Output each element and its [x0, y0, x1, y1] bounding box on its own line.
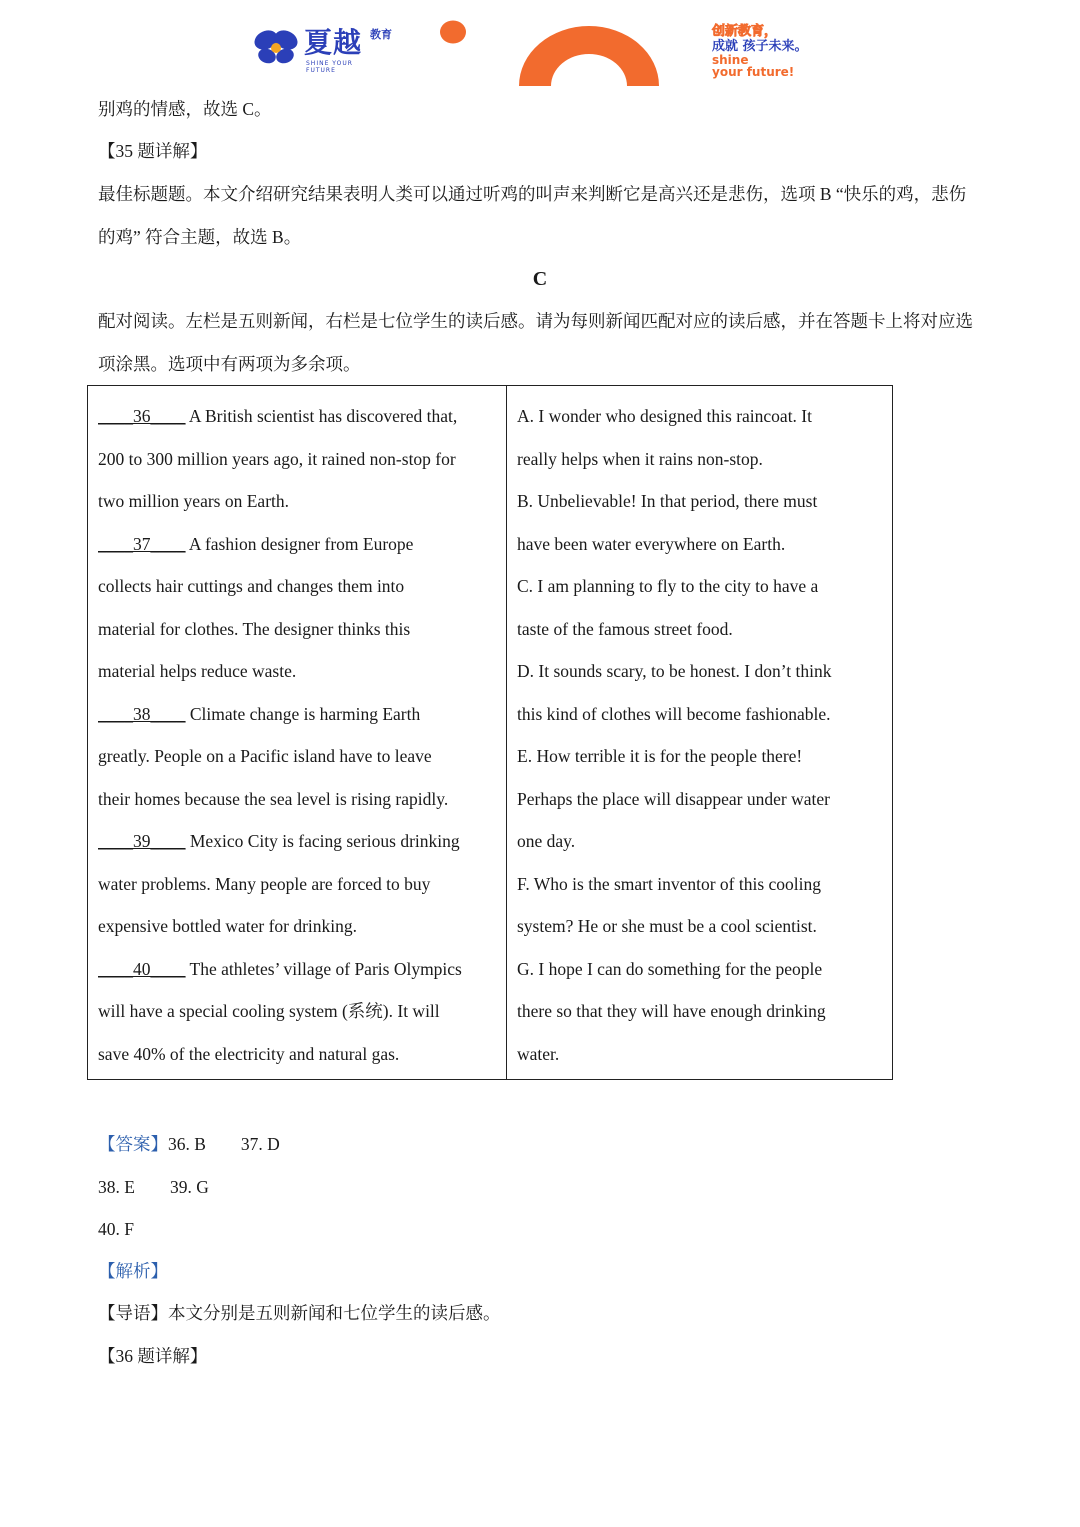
news-line: [98, 948, 498, 991]
comment-line: water.: [517, 1043, 560, 1064]
news-line: [98, 990, 498, 1033]
news-text: expensive bottled water for drinking.: [98, 916, 358, 936]
news-line: [98, 565, 498, 608]
news-text: material for clothes. The designer thinks this: [98, 618, 411, 639]
analysis-label: 【解析】: [98, 1261, 168, 1281]
orange-arch-decoration: [519, 26, 659, 86]
news-line: [98, 608, 498, 651]
answer-blank[interactable]: ____40____: [98, 958, 186, 979]
news-line: [98, 863, 498, 906]
section-letter: C: [532, 268, 548, 290]
news-text: A British scientist has discovered that,: [185, 406, 458, 426]
comment-line: one day.: [517, 831, 576, 851]
q35-explanation: 最佳标题题。本文介绍研究结果表明人类可以通过听鸡的叫声来判断它是高兴还是悲伤，选项 B “快乐的鸡，悲伤的鸡” 符合主题，故选 B。: [98, 184, 967, 247]
news-line: [98, 395, 498, 438]
news-line: [98, 1033, 498, 1076]
news-text: A fashion designer from Europe: [185, 533, 414, 554]
brand-edu-label: 教育: [370, 28, 392, 41]
comment-line: F. Who is the smart inventor of this cooling: [517, 873, 822, 894]
news-text: The athletes’ village of Paris Olympics: [185, 958, 462, 979]
answer-row-2: 38. E 39. G: [98, 1177, 209, 1197]
slogan-line-4: your future!: [712, 65, 795, 79]
news-text: save 40% of the electricity and natural gas.: [98, 1043, 400, 1064]
answer-row-3: 40. F: [98, 1219, 134, 1239]
q35-heading: 【35 题详解】: [98, 141, 208, 161]
page-header: [0, 0, 1080, 92]
orange-dot-decoration: [439, 19, 467, 45]
slogan: [712, 24, 842, 78]
news-line: [98, 693, 498, 736]
news-text: Climate change is harming Earth: [185, 703, 421, 724]
comments-column: [507, 386, 892, 1079]
answer-blank[interactable]: ____39____: [98, 831, 186, 851]
slogan-line-3: shine: [712, 53, 749, 67]
answer-blank[interactable]: ____38____: [98, 703, 186, 724]
news-text: water problems. Many people are forced to buy: [98, 873, 431, 894]
comment-line: C. I am planning to fly to the city to have a: [517, 576, 819, 596]
answer-blank[interactable]: ____37____: [98, 533, 186, 554]
comment-line: really helps when it rains non-stop.: [517, 448, 763, 469]
comment-line: taste of the famous street food.: [517, 618, 733, 639]
comment-line: A. I wonder who designed this raincoat. It: [517, 406, 812, 426]
analysis-lead: 【导语】本文分别是五则新闻和七位学生的读后感。: [98, 1303, 501, 1323]
news-column: [88, 386, 507, 1079]
news-line: [98, 735, 498, 778]
comment-line: Perhaps the place will disappear under water: [517, 788, 830, 809]
answer-label: 【答案】: [98, 1134, 168, 1154]
butterfly-logo-icon: [252, 28, 300, 68]
comment-line: system? He or she must be a cool scientist.: [517, 916, 817, 936]
news-line: [98, 650, 498, 693]
news-line: [98, 820, 498, 863]
answer-blank[interactable]: ____36____: [98, 406, 186, 426]
q36-heading: 【36 题详解】: [98, 1346, 208, 1366]
comment-line: E. How terrible it is for the people there!: [517, 746, 803, 766]
news-text: two million years on Earth.: [98, 491, 290, 511]
news-line: [98, 480, 498, 523]
brand-name: 夏越: [304, 26, 363, 59]
section-instruction: 配对阅读。左栏是五则新闻，右栏是七位学生的读后感。请为每则新闻匹配对应的读后感，并在答题卡上将对应选项涂黑。选项中有两项为多余项。: [98, 311, 973, 374]
news-line: [98, 438, 498, 481]
continuation-line: 别鸡的情感，故选 C。: [98, 99, 272, 119]
brand-tagline: SHINE YOUR FUTURE: [306, 60, 353, 74]
answer-values-1: 36. B 37. D: [168, 1134, 280, 1154]
comment-line: there so that they will have enough drinking: [517, 1001, 826, 1021]
matching-table: [87, 385, 893, 1080]
news-text: greatly. People on a Pacific island have to leave: [98, 746, 432, 766]
news-line: [98, 523, 498, 566]
answer-row-1: [98, 1123, 982, 1166]
news-text: will have a special cooling system (系统). It will: [98, 1001, 440, 1021]
comment-line: this kind of clothes will become fashionable.: [517, 703, 831, 724]
news-text: 200 to 300 million years ago, it rained non-stop for: [98, 448, 456, 469]
comment-line: D. It sounds scary, to be honest. I don’t think: [517, 661, 832, 681]
news-text: their homes because the sea level is rising rapidly.: [98, 788, 449, 809]
slogan-line-2: 成就 孩子未来。: [712, 39, 808, 54]
news-text: Mexico City is facing serious drinking: [185, 831, 460, 851]
news-text: material helps reduce waste.: [98, 661, 297, 681]
comment-line: have been water everywhere on Earth.: [517, 533, 786, 554]
comment-line: B. Unbelievable! In that period, there must: [517, 491, 818, 511]
news-line: [98, 778, 498, 821]
news-text: collects hair cuttings and changes them into: [98, 576, 405, 596]
news-line: [98, 905, 498, 948]
slogan-line-1: 创新教育，: [712, 24, 778, 39]
brand-logo: [252, 24, 402, 74]
comment-line: G. I hope I can do something for the people: [517, 958, 823, 979]
